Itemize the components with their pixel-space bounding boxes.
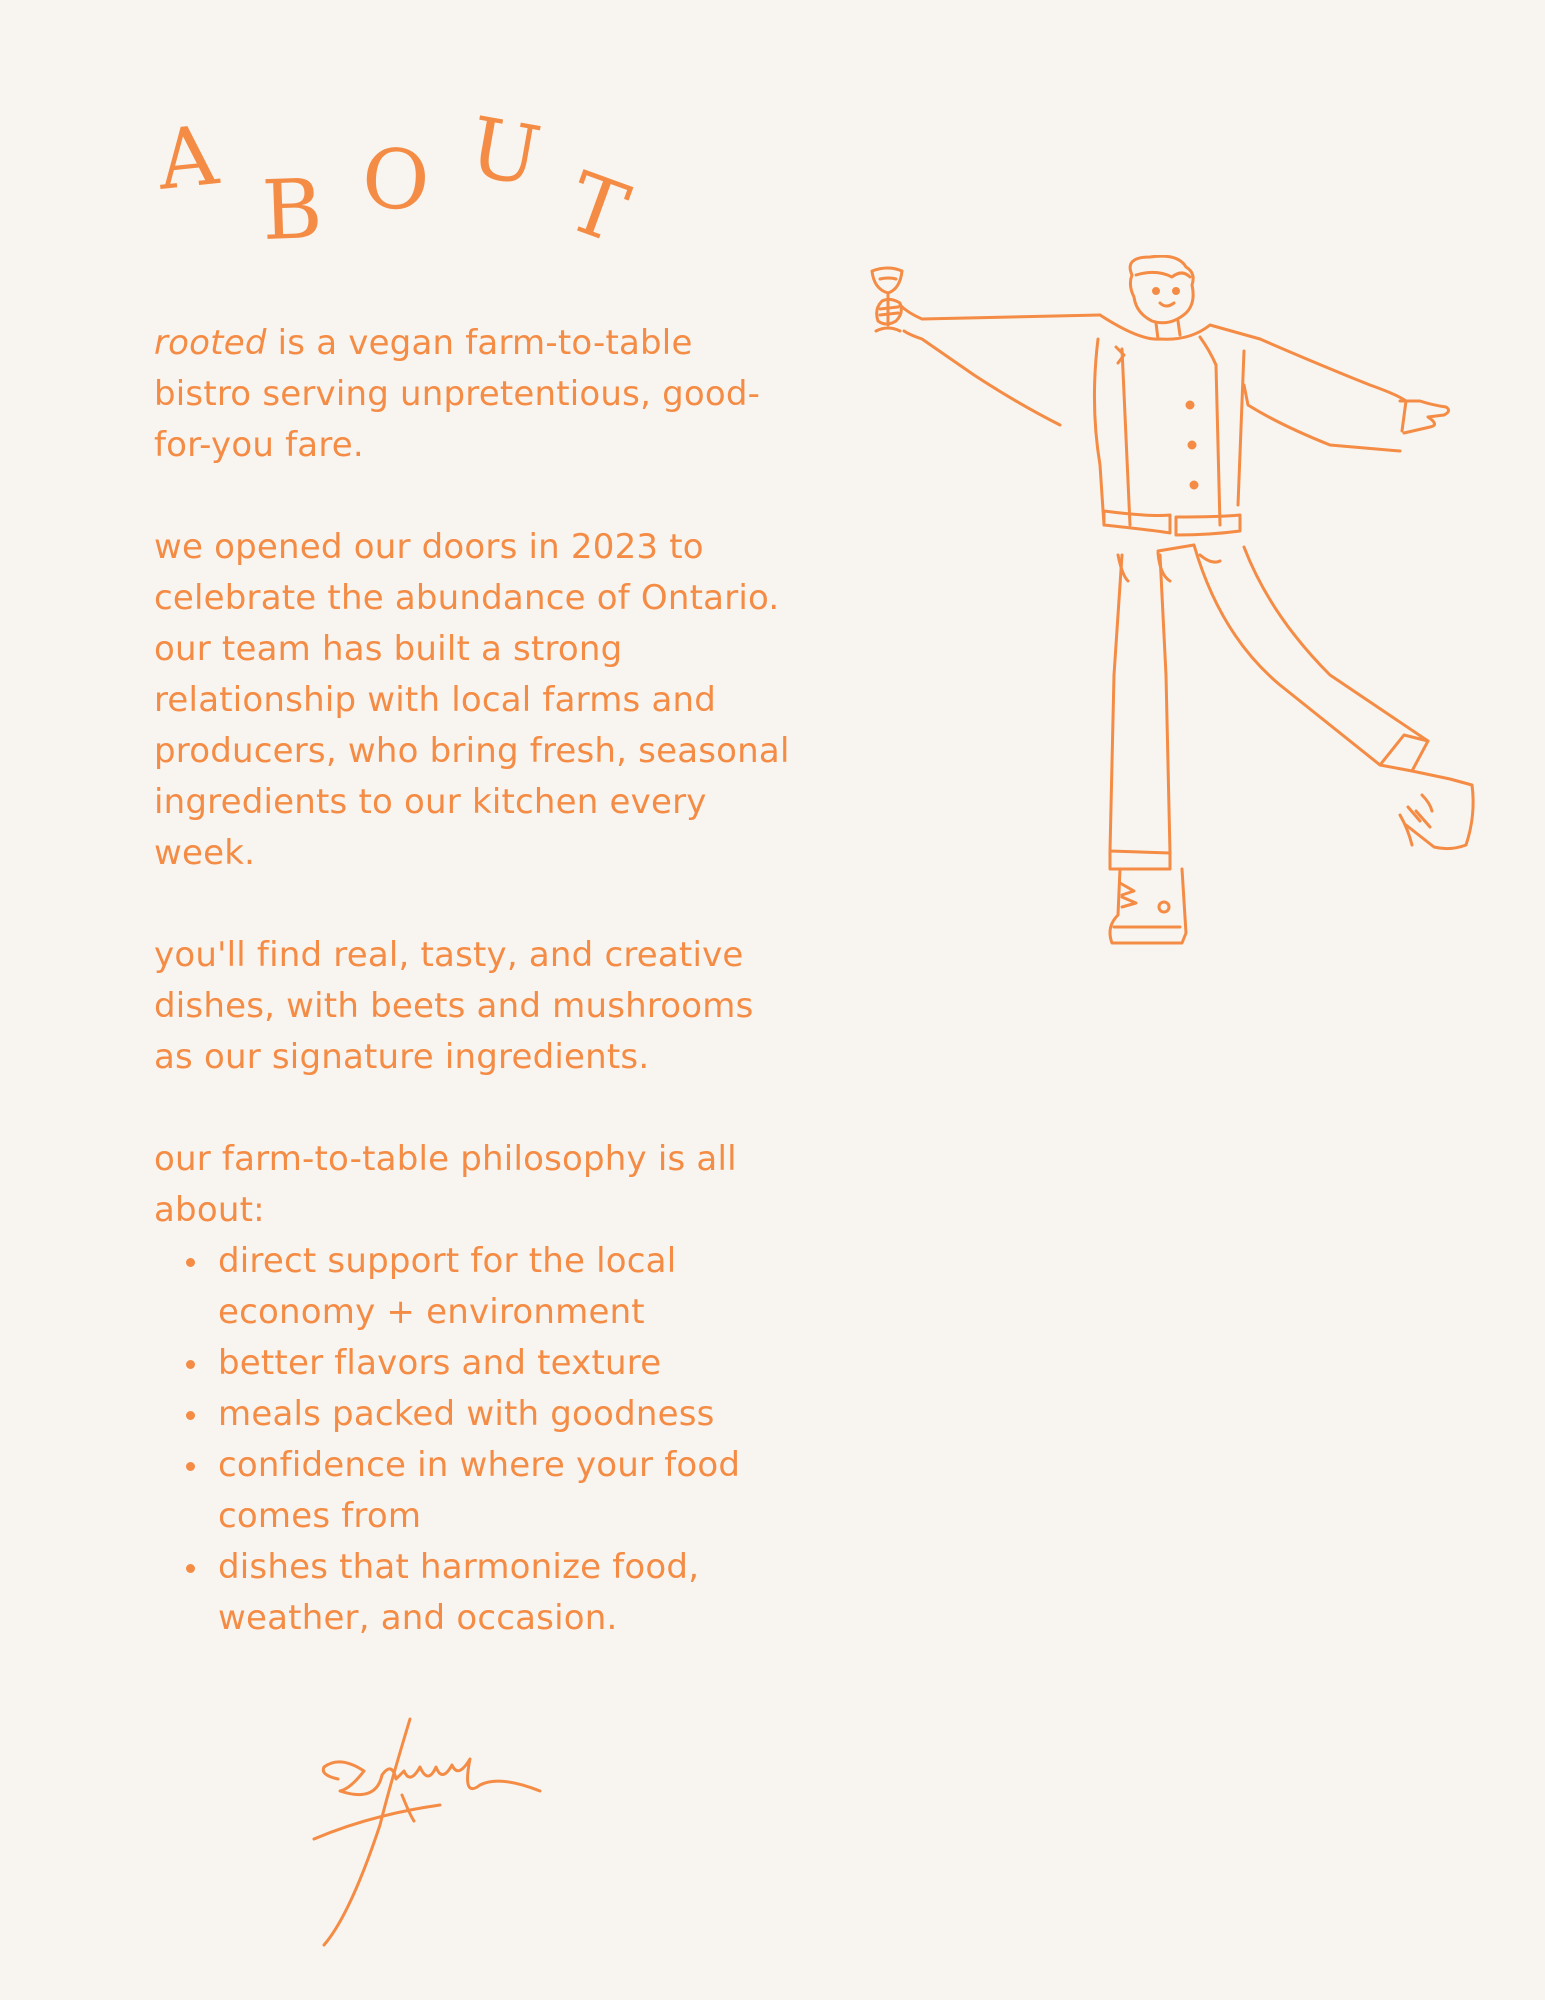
list-item: dishes that harmonize food, weather, and occasion.: [218, 1542, 794, 1644]
title-letter-a: A: [153, 108, 222, 209]
brand-name: rooted: [154, 323, 267, 363]
title-letter-u: U: [462, 99, 547, 206]
right-boot: [1400, 771, 1473, 849]
dancing-person-illustration: [860, 255, 1480, 995]
intro-paragraph: [154, 318, 794, 471]
list-item: better flavors and texture: [218, 1338, 794, 1389]
head: [1130, 256, 1193, 339]
title-letter-o: O: [358, 130, 433, 231]
title-letter-b: B: [260, 161, 324, 260]
dishes-paragraph: you'll find real, tasty, and creative dishes, with beets and mushrooms as our signature ingredients.: [154, 935, 754, 1077]
list-item: meals packed with goodness: [218, 1389, 794, 1440]
list-item: direct support for the local economy + environment: [218, 1236, 794, 1338]
title-letter-t: T: [555, 154, 640, 263]
history-paragraph: we opened our doors in 2023 to celebrate the abundance of Ontario. our team has built a strong relationship with local farms and producers, who bring fresh, seasonal ingredients to our kitchen every week.: [154, 527, 790, 873]
philosophy-lead: our farm-to-table philosophy is all about:: [154, 1139, 737, 1230]
signature-image: [310, 1715, 570, 1955]
philosophy-list: [154, 1236, 794, 1644]
left-boot: [1110, 869, 1186, 943]
about-body: [154, 318, 794, 1644]
intro-text: is a vegan farm-to-table bistro serving unpretentious, good-for-you fare.: [154, 323, 761, 465]
list-item: confidence in where your food comes from: [218, 1440, 794, 1542]
